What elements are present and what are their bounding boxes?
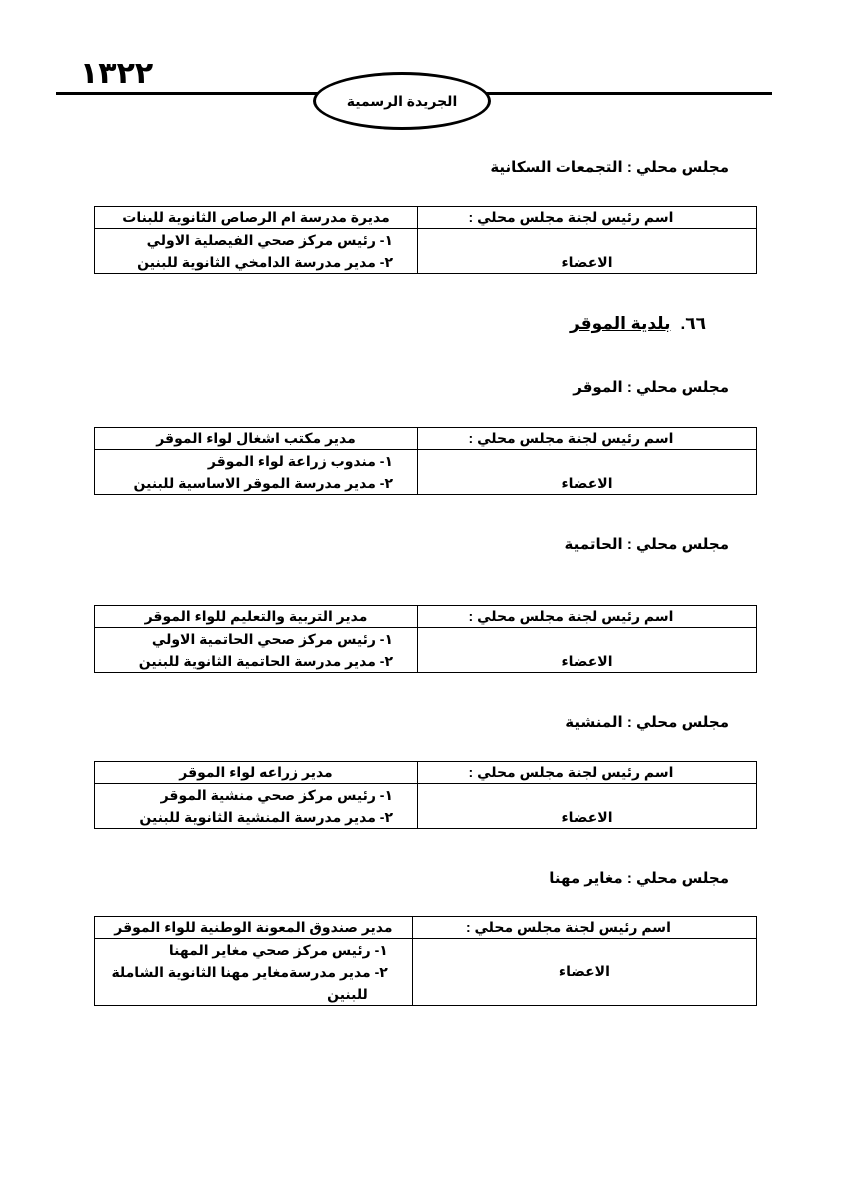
section-title-1: مجلس محلي : الموقر <box>573 379 729 396</box>
member-item: ١- رئيس مركز صحي الحاتمية الاولي <box>151 631 393 647</box>
members-row <box>95 628 757 673</box>
municipality-name: بلدية الموقر <box>569 314 671 333</box>
chair-value: مدير زراعه لواء الموقر <box>95 762 418 784</box>
chair-row <box>95 917 757 939</box>
members-list <box>95 229 418 274</box>
section-title-0: مجلس محلي : التجمعات السكانية <box>490 159 729 176</box>
chair-label: اسم رئيس لجنة مجلس محلي : <box>418 207 757 229</box>
gazette-title: الجريدة الرسمية <box>346 92 458 109</box>
member-item: ٢- مدير مدرسة المنشية الثانوية للبنين <box>139 809 393 825</box>
chair-label: اسم رئيس لجنة مجلس محلي : <box>418 762 757 784</box>
members-label: الاعضاء <box>418 628 757 673</box>
member-item: ٢- مدير مدرسة الحاتمية الثانوية للبنين <box>138 653 393 669</box>
member-item: ٢- مدير مدرسة الدامخي الثانوية للبنين <box>137 254 393 270</box>
members-label: الاعضاء <box>412 939 756 1006</box>
council-table-2 <box>94 605 757 673</box>
chair-value: مدير التربية والتعليم للواء الموقر <box>95 606 418 628</box>
member-item: ٢- مدير مدرسةمغاير مهنا الثانوية الشاملة للبنين <box>111 964 388 1002</box>
section-title-4: مجلس محلي : مغاير مهنا <box>549 870 729 887</box>
members-row <box>95 784 757 829</box>
members-label: الاعضاء <box>418 784 757 829</box>
members-list <box>95 628 418 673</box>
member-item: ١- رئيس مركز صحي الفيصلية الاولي <box>146 232 393 248</box>
council-table-3 <box>94 761 757 829</box>
council-table-1 <box>94 427 757 495</box>
chair-label: اسم رئيس لجنة مجلس محلي : <box>418 428 757 450</box>
chair-value: مدير صندوق المعونة الوطنية للواء الموقر <box>95 917 413 939</box>
chair-label: اسم رئيس لجنة مجلس محلي : <box>412 917 756 939</box>
member-item: ١- رئيس مركز صحي مغاير المهنا <box>168 942 388 958</box>
section-title-3: مجلس محلي : المنشية <box>565 714 729 731</box>
chair-row <box>95 762 757 784</box>
members-list <box>95 450 418 495</box>
members-row <box>95 939 757 1006</box>
section-title-2: مجلس محلي : الحاتمية <box>564 536 729 553</box>
gazette-title-oval <box>313 72 491 130</box>
member-item: ١- مندوب زراعة لواء الموقر <box>207 453 393 469</box>
chair-row <box>95 428 757 450</box>
member-item: ٢- مدير مدرسة الموقر الاساسية للبنين <box>133 475 393 491</box>
chair-row <box>95 207 757 229</box>
council-table-4 <box>94 916 757 1006</box>
members-list <box>95 939 413 1006</box>
members-label: الاعضاء <box>418 450 757 495</box>
chair-row <box>95 606 757 628</box>
members-row <box>95 229 757 274</box>
members-list <box>95 784 418 829</box>
members-label: الاعضاء <box>418 229 757 274</box>
chair-value: مديرة مدرسة ام الرصاص الثانوية للبنات <box>95 207 418 229</box>
municipality-heading <box>570 314 706 334</box>
page-number: ١٣٢٢ <box>80 57 154 90</box>
municipality-number: ٦٦. <box>680 314 706 333</box>
chair-value: مدير مكتب اشغال لواء الموقر <box>95 428 418 450</box>
chair-label: اسم رئيس لجنة مجلس محلي : <box>418 606 757 628</box>
council-table-0 <box>94 206 757 274</box>
member-item: ١- رئيس مركز صحي منشية الموقر <box>160 787 393 803</box>
members-row <box>95 450 757 495</box>
